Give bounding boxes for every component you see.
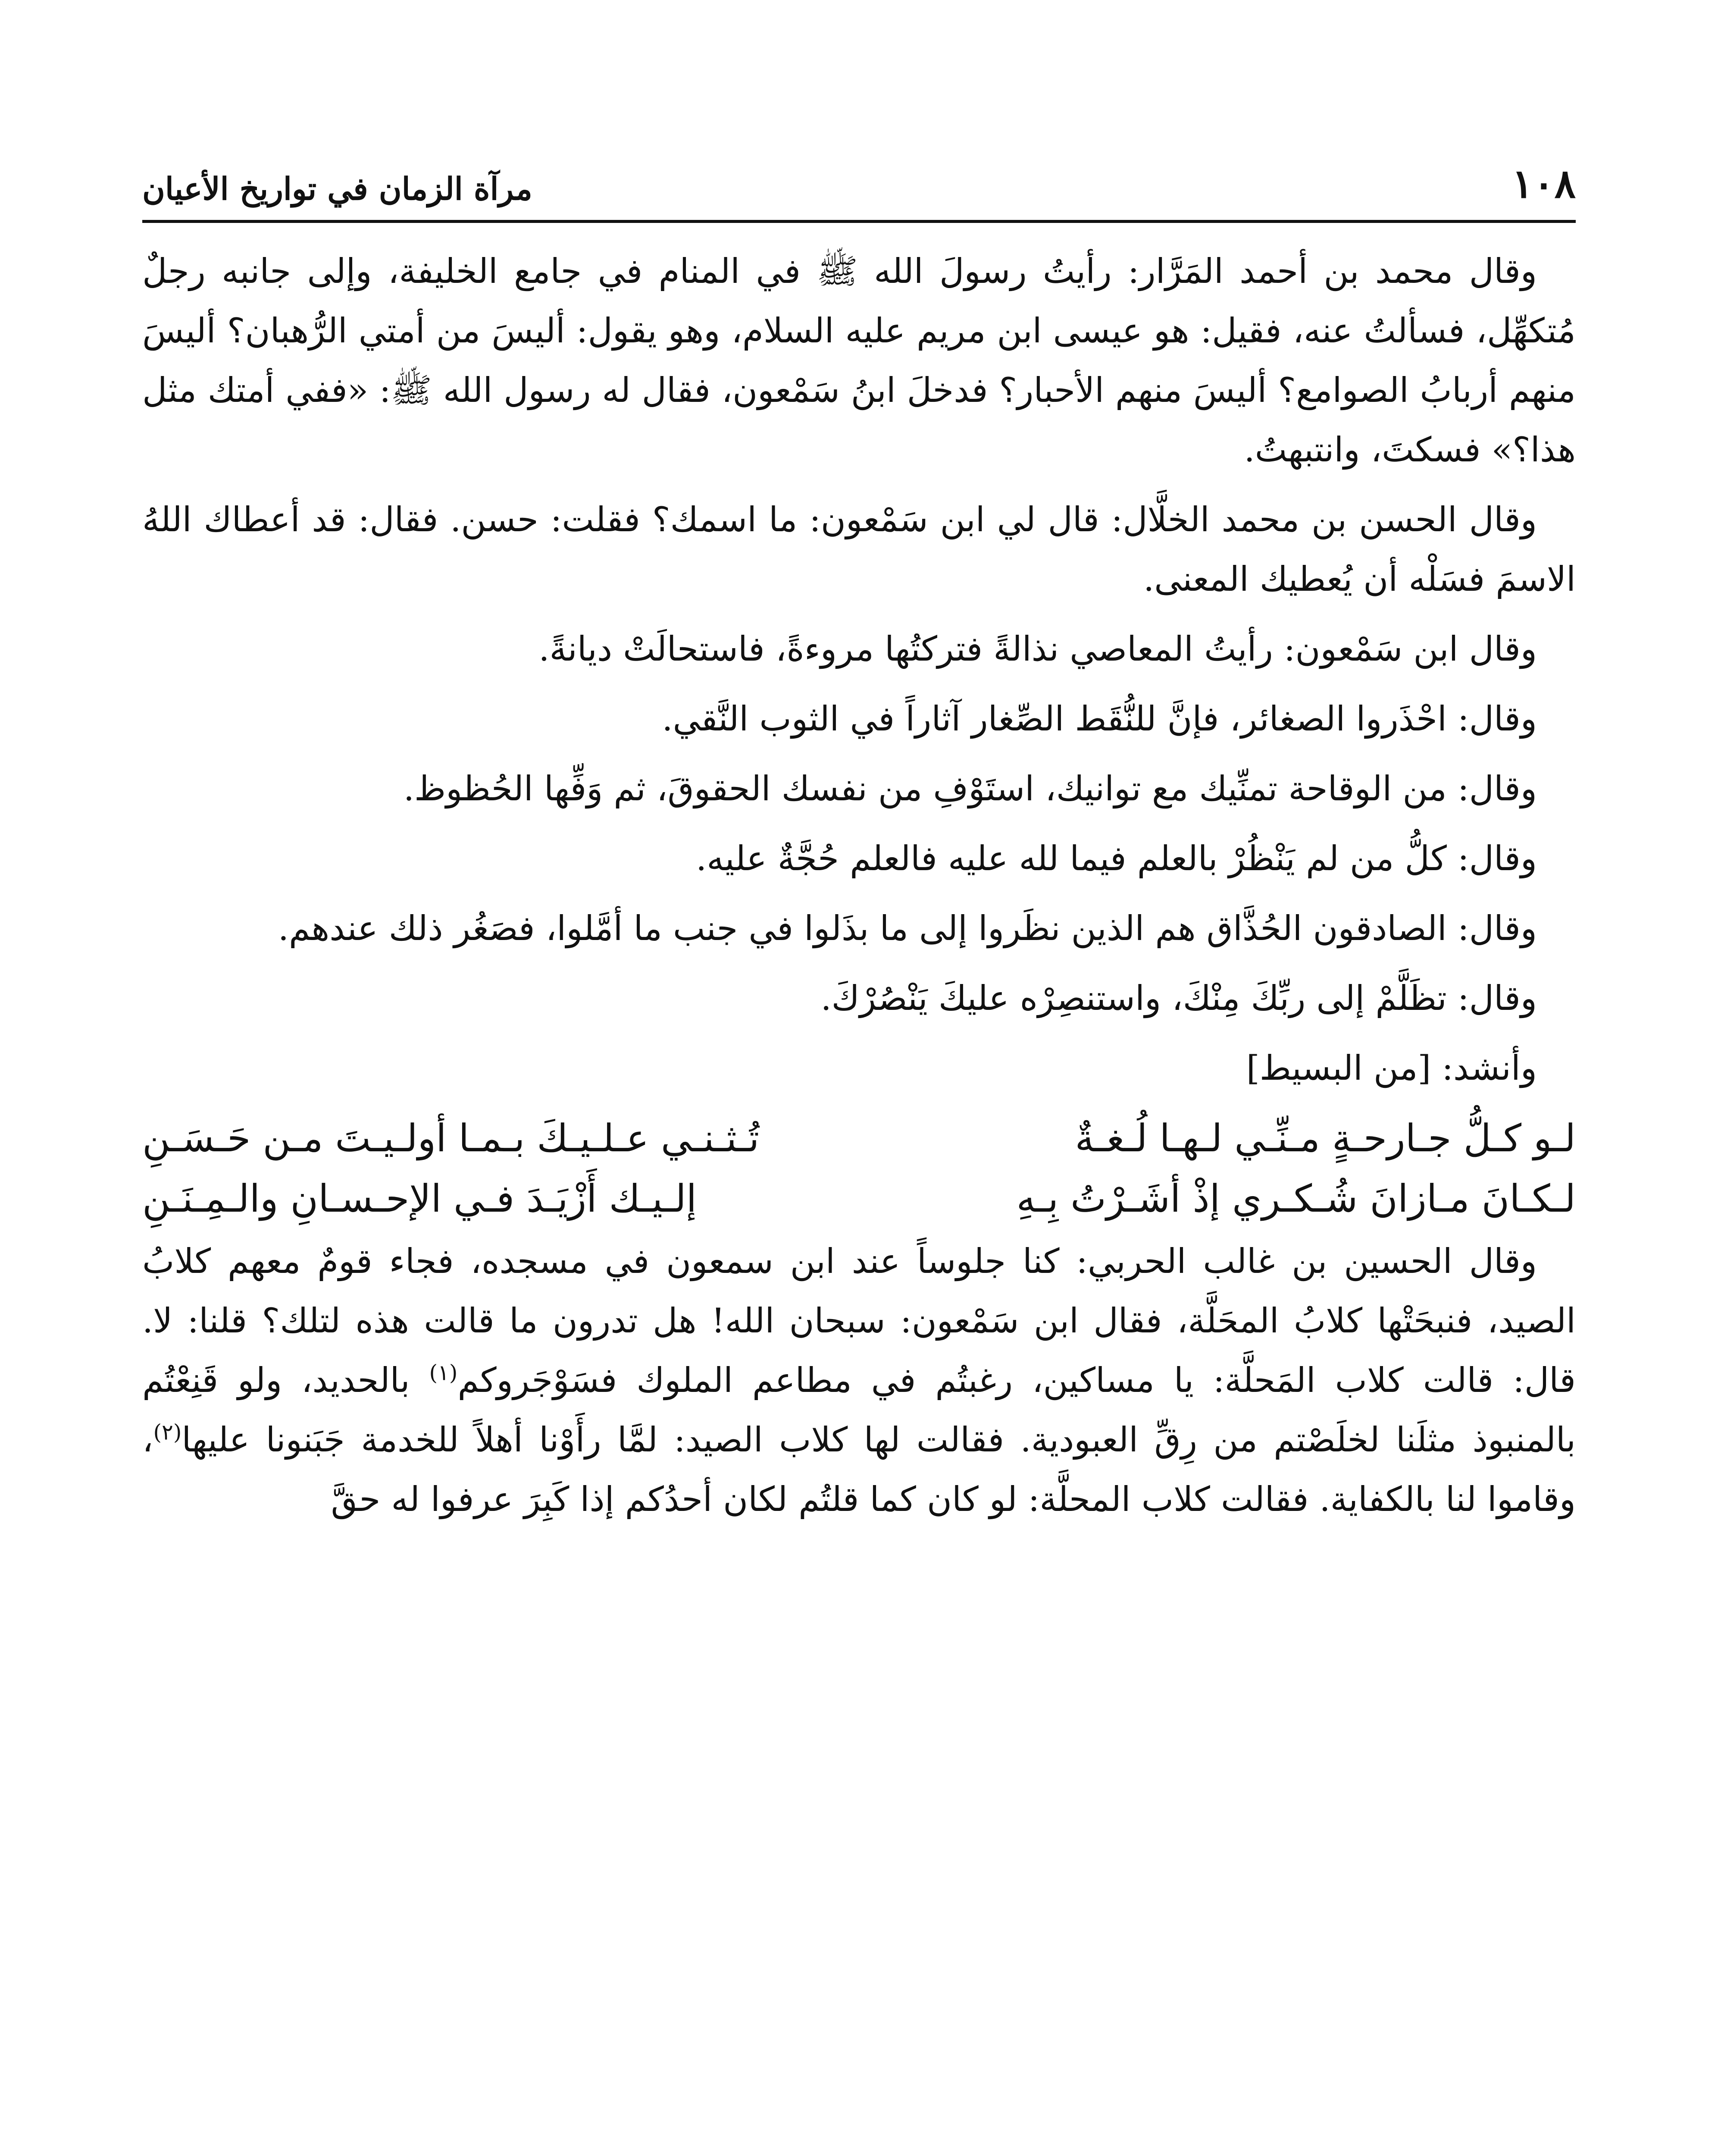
header-rule bbox=[142, 220, 1576, 223]
verse-hemistich-second: إلـيـك أَزْيَـدَ فـي الإحـسـانِ والـمِـنَـنِ bbox=[142, 1176, 697, 1221]
verse-hemistich-first: لـكـانَ مـازانَ شُـكـري إذْ أشَـرْتُ بِـهِ bbox=[1016, 1176, 1576, 1221]
book-title: مرآة الزمان في تواريخ الأعيان bbox=[142, 170, 532, 207]
verse-line bbox=[142, 1108, 1576, 1169]
paragraph-sins-saying: وقال ابن سَمْعون: رأيتُ المعاصي نذالةً فتركتُها مروءةً، فاستحالَتْ ديانةً. bbox=[538, 629, 1537, 669]
paragraph-knowledge-proof: وقال: كلُّ من لم يَنْظُرْ بالعلم فيما لله عليه فالعلم حُجَّةٌ عليه. bbox=[696, 839, 1537, 878]
paragraph-dogs-story bbox=[142, 1232, 1576, 1529]
running-head bbox=[142, 155, 1576, 207]
verse-line bbox=[142, 1169, 1576, 1229]
footnote-ref-1[interactable]: (١) bbox=[429, 1360, 458, 1385]
footnote-ref-2[interactable]: (٢) bbox=[153, 1420, 182, 1445]
verse-hemistich-first: لـو كـلُّ جـارحـةٍ مـنِّـي لـهـا لُـغـةٌ bbox=[1075, 1116, 1576, 1160]
page-number: ١٠٨ bbox=[1511, 160, 1576, 207]
paragraph-dream-account: وقال محمد بن أحمد المَرَّار: رأيتُ رسولَ الله ﷺ في المنام في جامع الخليفة، وإلى جانبه رجلٌ مُتكهِّل، فسألتُ عنه، فقيل: هو عيسى ابن مريم عليه السلام، وهو يقول: أليسَ من أمتي الرُّهبان؟ أليسَ منهم أربابُ الصوامع؟ أليسَ منهم الأحبار؟ فدخلَ ابنُ سَمْعون، فقال له رسول الله ﷺ: «ففي أمتك مثل هذا؟» فسكتَ، وانتبهتُ. bbox=[142, 251, 1576, 470]
verse-hemistich-second: تُـثـنـي عـلـيـكَ بـمـا أولـيـتَ مـن حَـسَـنِ bbox=[142, 1116, 760, 1160]
paragraph-name-meaning: وقال الحسن بن محمد الخلَّال: قال لي ابن سَمْعون: ما اسمك؟ فقلت: حسن. فقال: قد أعطاك اللهُ الاسمَ فسَلْه أن يُعطيك المعنى. bbox=[142, 500, 1576, 599]
paragraph-small-sins: وقال: احْذَروا الصغائر، فإنَّ للنُّقَط الصِّغار آثاراً في الثوب النَّقي. bbox=[662, 699, 1537, 739]
story-text-part: بالحديد، ولو قَنِعْتُم بالمنبوذ مثلَنا لخلَصْتم من رِقِّ العبودية. فقالت لها كلاب الصيد: لمَّا رأَوْنا أهلاً للخدمة جَبَنونا عليها bbox=[142, 1360, 1576, 1460]
main-text bbox=[142, 241, 1576, 1539]
paragraph-impudence: وقال: من الوقاحة تمنِّيك مع توانيك، استَوْفِ من نفسك الحقوقَ، ثم وَفِّها الحُظوظ. bbox=[403, 769, 1537, 808]
poem-verses bbox=[142, 1108, 1576, 1229]
paragraph-recited: وأنشد: [من البسيط] bbox=[1246, 1048, 1537, 1088]
paragraph-truthful: وقال: الصادقون الحُذَّاق هم الذين نظَروا إلى ما بذَلوا في جنب ما أمَّلوا، فصَغُر ذلك عندهم. bbox=[278, 909, 1537, 948]
story-text-part: وقال الحسين بن غالب الحربي: كنا جلوساً عند ابن سمعون في مسجده، فجاء قومٌ معهم كلابُ الصيد، فنبحَتْها كلابُ المحَلَّة، فقال ابن سَمْعون: سبحان الله! هل تدرون ما قالت هذه لتلك؟ قلنا: لا. قال: قالت كلاب المَحلَّة: يا مساكين، رغبتُم في مطاعم الملوك فسَوْجَروكم bbox=[142, 1241, 1576, 1400]
story-text-part: ، وقاموا لنا بالكفاية. فقالت كلاب المحلَّة: لو كان كما قلتُم لكان أحدُكم إذا كَبِرَ عرفوا له حقَّ bbox=[142, 1420, 1576, 1519]
paragraph-complain-to-lord: وقال: تظَلَّمْ إلى ربِّكَ مِنْكَ، واستنصِرْه عليكَ يَنْصُرْكَ. bbox=[820, 978, 1537, 1018]
